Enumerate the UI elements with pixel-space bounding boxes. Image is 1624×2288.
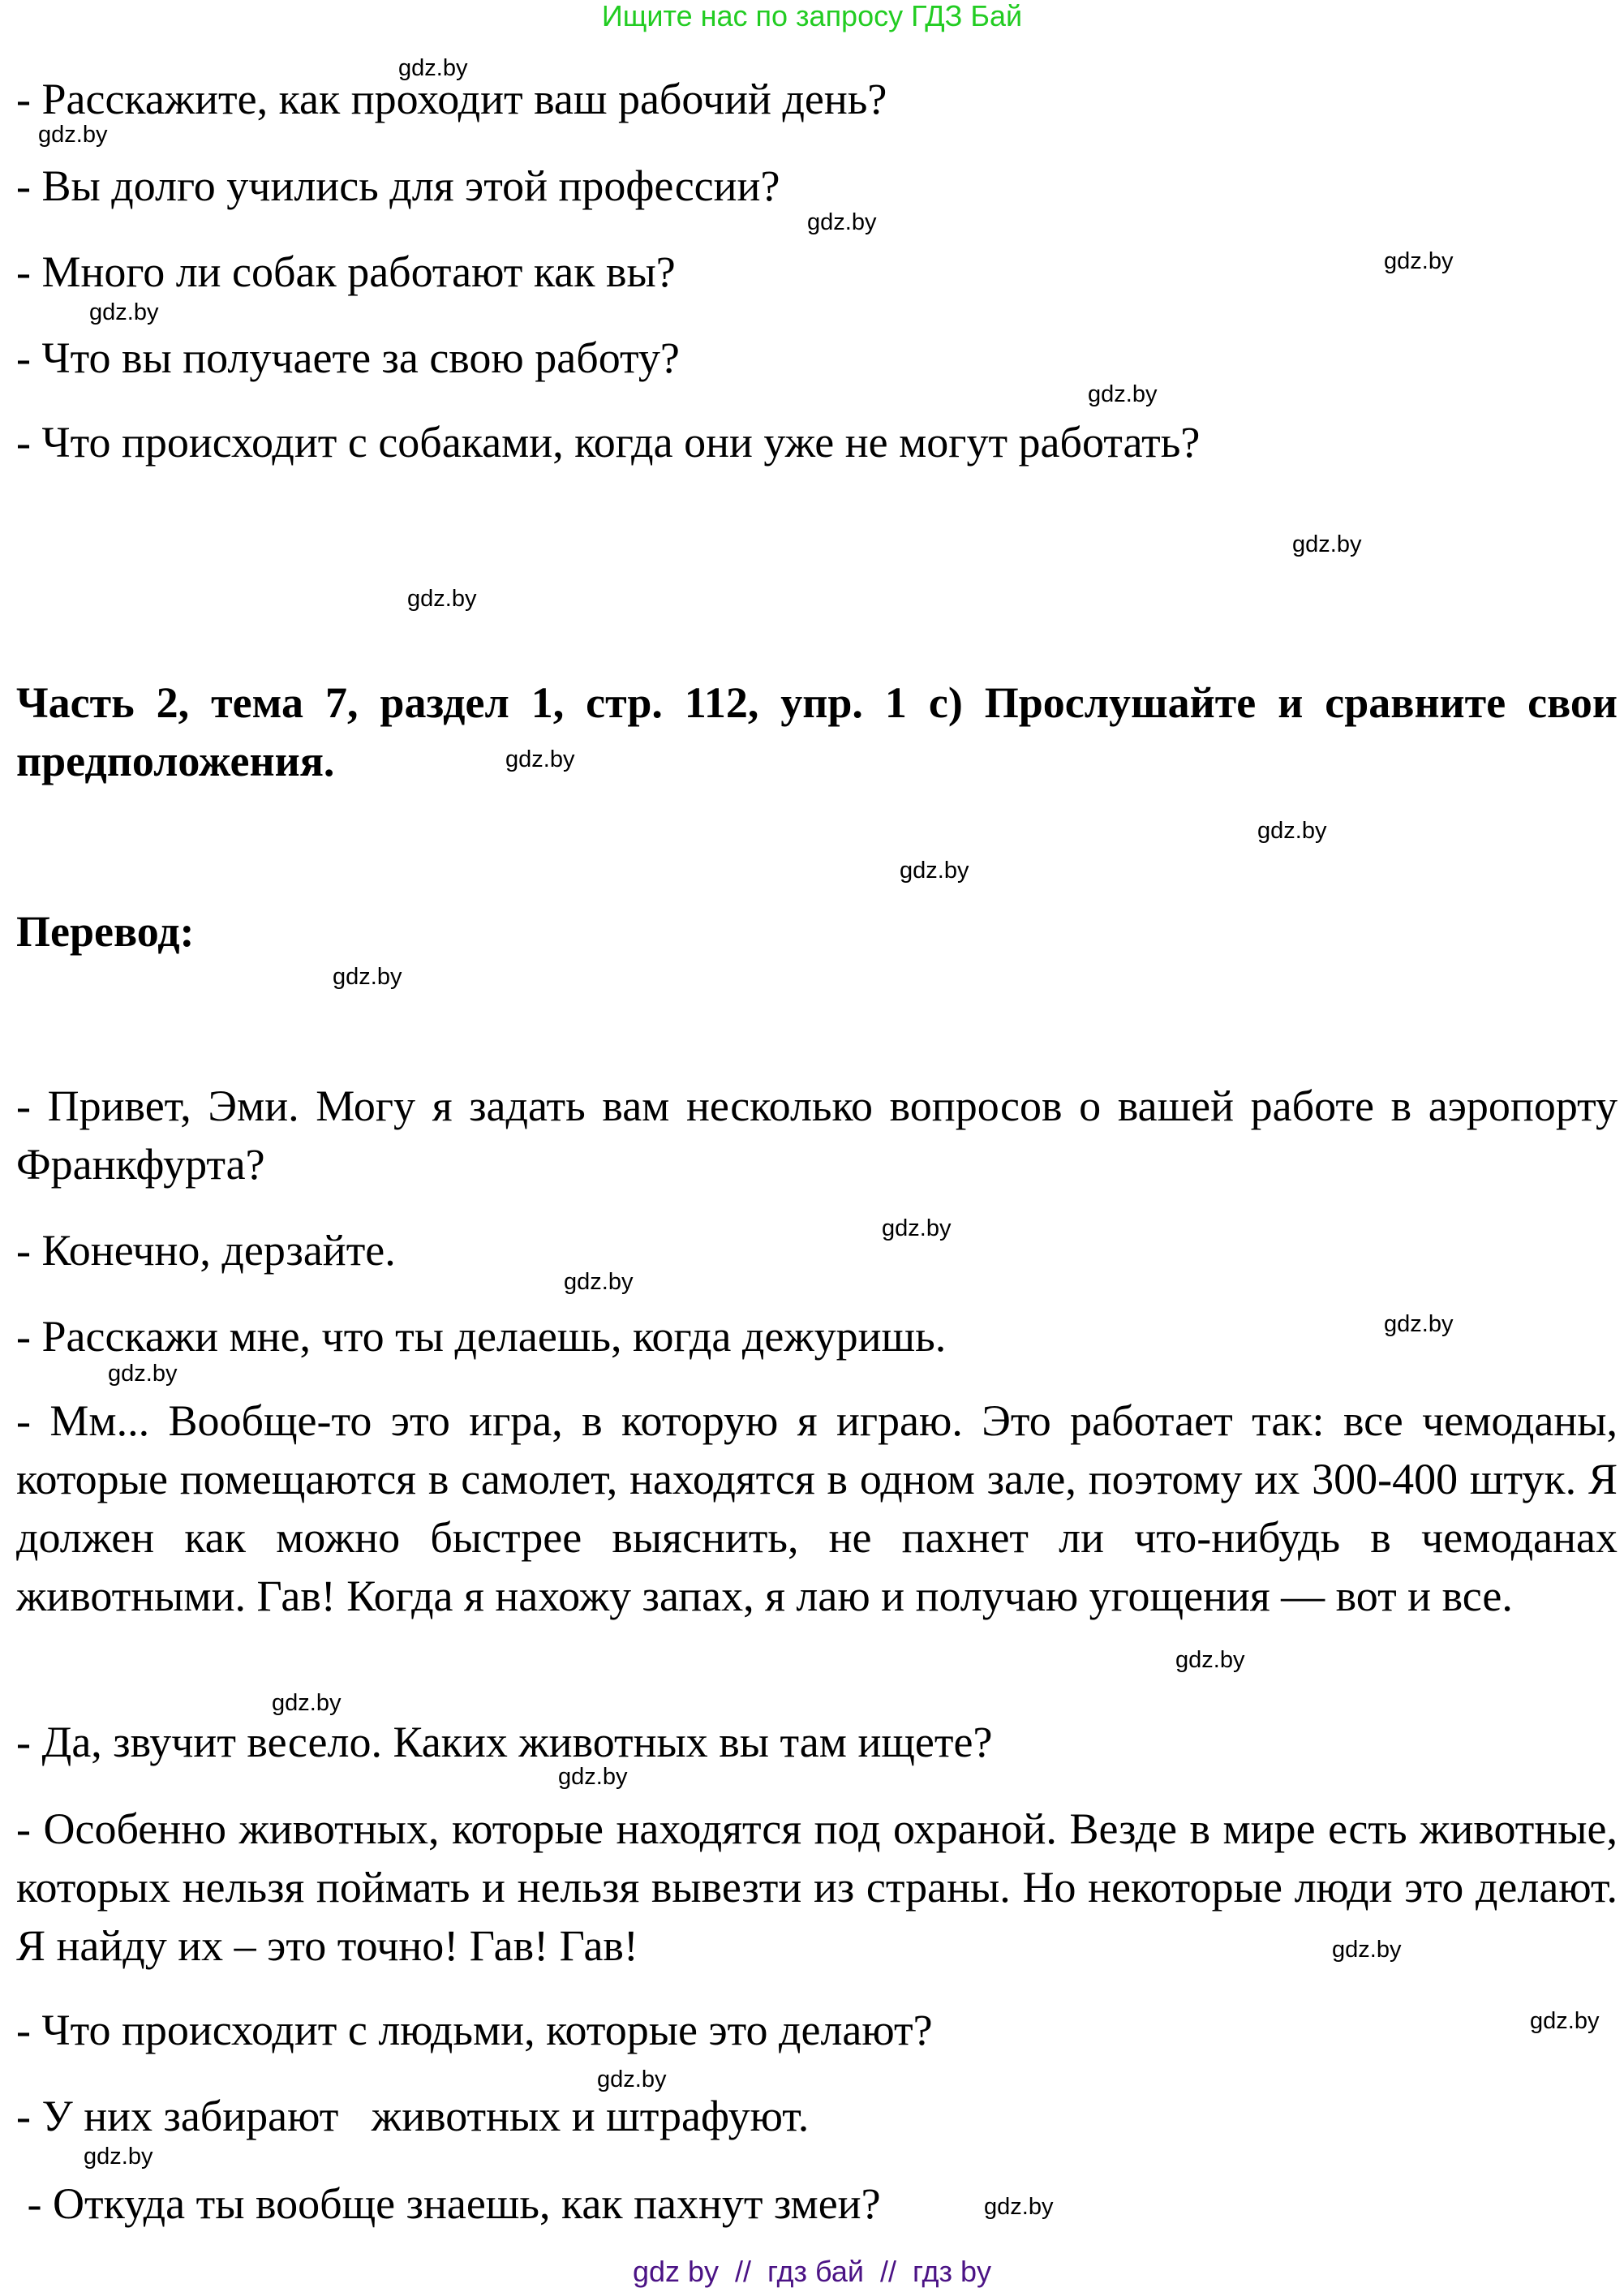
translation-label: Перевод: (16, 907, 195, 956)
search-banner: Ищите нас по запросу ГДЗ Бай (601, 0, 1023, 32)
dialogue-line: - Привет, Эми. Могу я задать вам несколько вопросов о вашей работе в аэропорту Франкфурта? (16, 1082, 1618, 1189)
watermark: gdz.by (272, 1690, 342, 1716)
watermark: gdz.by (505, 746, 575, 772)
footer-links: gdz by // гдз бай // гдз by (632, 2255, 992, 2288)
watermark: gdz.by (558, 1764, 628, 1790)
watermark: gdz.by (1384, 1311, 1454, 1337)
watermark: gdz.by (1292, 531, 1362, 557)
dialogue-line: - Откуда ты вообще знаешь, как пахнут змеи? (16, 2179, 881, 2228)
watermark: gdz.by (1175, 1647, 1245, 1673)
watermark: gdz.by (564, 1269, 634, 1295)
watermark: gdz.by (89, 299, 159, 325)
dialogue-line: - Конечно, дерзайте. (16, 1226, 396, 1275)
question-2: - Вы долго учились для этой профессии? (16, 161, 780, 210)
watermark: gdz.by (398, 55, 468, 81)
dialogue-line: - Мм... Вообще-то это игра, в которую я играю. Это работает так: все чемоданы, которые помещаются в самолет, находятся в одном зале, поэтому их 300-400 штук. Я должен как можно быстрее выяснить, не пахнет ли что-нибудь в чемоданах животными. Гав! Когда я нахожу запах, я лаю и получаю угощения — вот и все. (16, 1396, 1618, 1620)
section-heading: Часть 2, тема 7, раздел 1, стр. 112, упр. 1 c) Прослушайте и сравните свои предположения. (16, 678, 1618, 785)
watermark: gdz.by (900, 858, 969, 884)
dialogue-line: - Что происходит с людьми, которые это делают? (16, 2006, 933, 2054)
dialogue-line: - Особенно животных, которые находятся под охраной. Везде в мире есть животные, которых нельзя поймать и нельзя вывезти из страны. Но некоторые люди это делают. Я найду их – это точно! Гав! Гав! (16, 1804, 1618, 1970)
question-4: - Что вы получаете за свою работу? (16, 333, 680, 382)
watermark: gdz.by (108, 1361, 178, 1387)
watermark: gdz.by (984, 2194, 1054, 2220)
watermark: gdz.by (84, 2144, 153, 2170)
watermark: gdz.by (807, 209, 877, 235)
watermark: gdz.by (1257, 818, 1327, 844)
dialogue-line: - Да, звучит весело. Каких животных вы там ищете? (16, 1718, 993, 1766)
watermark: gdz.by (1088, 381, 1158, 407)
watermark: gdz.by (1332, 1937, 1402, 1963)
dialogue-line: - У них забирают животных и штрафуют. (16, 2092, 810, 2140)
dialogue-line: - Расскажи мне, что ты делаешь, когда дежуришь. (16, 1312, 947, 1361)
watermark: gdz.by (1384, 248, 1454, 274)
question-5: - Что происходит с собаками, когда они уже не могут работать? (16, 418, 1201, 467)
watermark: gdz.by (1530, 2008, 1600, 2034)
watermark: gdz.by (882, 1215, 952, 1241)
question-1: - Расскажите, как проходит ваш рабочий день? (16, 75, 887, 123)
watermark: gdz.by (407, 586, 477, 612)
question-3: - Много ли собак работают как вы? (16, 247, 676, 296)
watermark: gdz.by (38, 122, 108, 148)
watermark: gdz.by (597, 2067, 667, 2092)
watermark: gdz.by (333, 964, 402, 990)
